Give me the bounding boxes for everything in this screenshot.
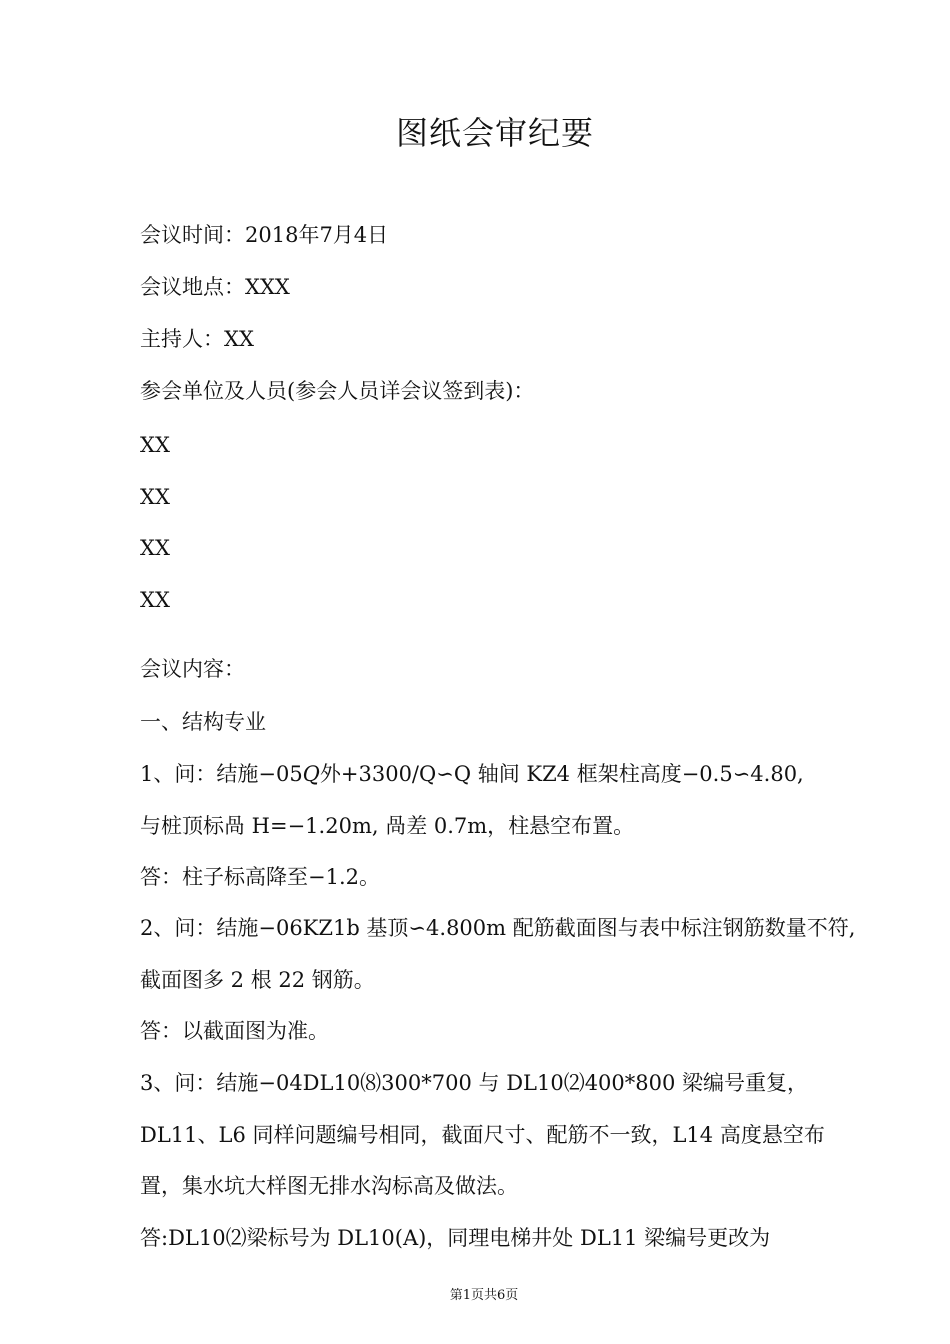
paragraph-line: 置，集水坑大样图无排水沟标高及做法。 — [140, 1174, 518, 1198]
page-number-footer: 第1页共6页 — [449, 1288, 519, 1303]
meeting-host: 主持人：XX — [140, 327, 254, 351]
paragraph-line: DL11、L6 同样问题编号相同，截面尺寸、配筋不一致，L14 高度悬空布 — [140, 1123, 825, 1147]
paragraph-line: 与桩顶标咼 H=−1.20m, 咼差 0.7m，柱悬空布置。 — [140, 814, 635, 838]
paragraph-line: 3、问：结施−04DL10⑻300*700 与 DL10⑵400*800 梁编号重复， — [140, 1071, 809, 1095]
attendee-2: XX — [140, 485, 170, 509]
section-heading: 一、结构专业 — [140, 710, 266, 734]
meeting-place: 会议地点：XXX — [140, 275, 290, 299]
attendee-1: XX — [140, 433, 170, 457]
meeting-time: 会议时间：2018年7月4日 — [140, 223, 389, 247]
attendee-3: XX — [140, 536, 170, 560]
paragraph-line: 答:DL10⑵梁标号为 DL10(A)，同理电梯井处 DL11 梁编号更改为 — [140, 1226, 771, 1250]
paragraph-line: 答：柱子标高降至−1.2。 — [140, 865, 380, 889]
content-heading: 会议内容： — [140, 657, 245, 681]
paragraph-line: 2、问：结施−06KZ1b 基顶∽4.800m 配筋截面图与表中标注钢筋数量不符, — [140, 916, 856, 940]
attendee-4: XX — [140, 588, 170, 612]
attendees-heading: 参会单位及人员(参会人员详会议签到表)： — [140, 379, 535, 403]
document-title: 图纸会审纪要 — [395, 114, 594, 152]
paragraph-line: 答：以截面图为准。 — [140, 1019, 329, 1043]
paragraph-line: 1、问：结施−05𝑄外+3300/Q∽Q 轴间 KZ4 框架柱高度−0.5∽4.80, — [140, 762, 804, 786]
paragraph-line: 截面图多 2 根 22 钢筋。 — [140, 968, 375, 992]
